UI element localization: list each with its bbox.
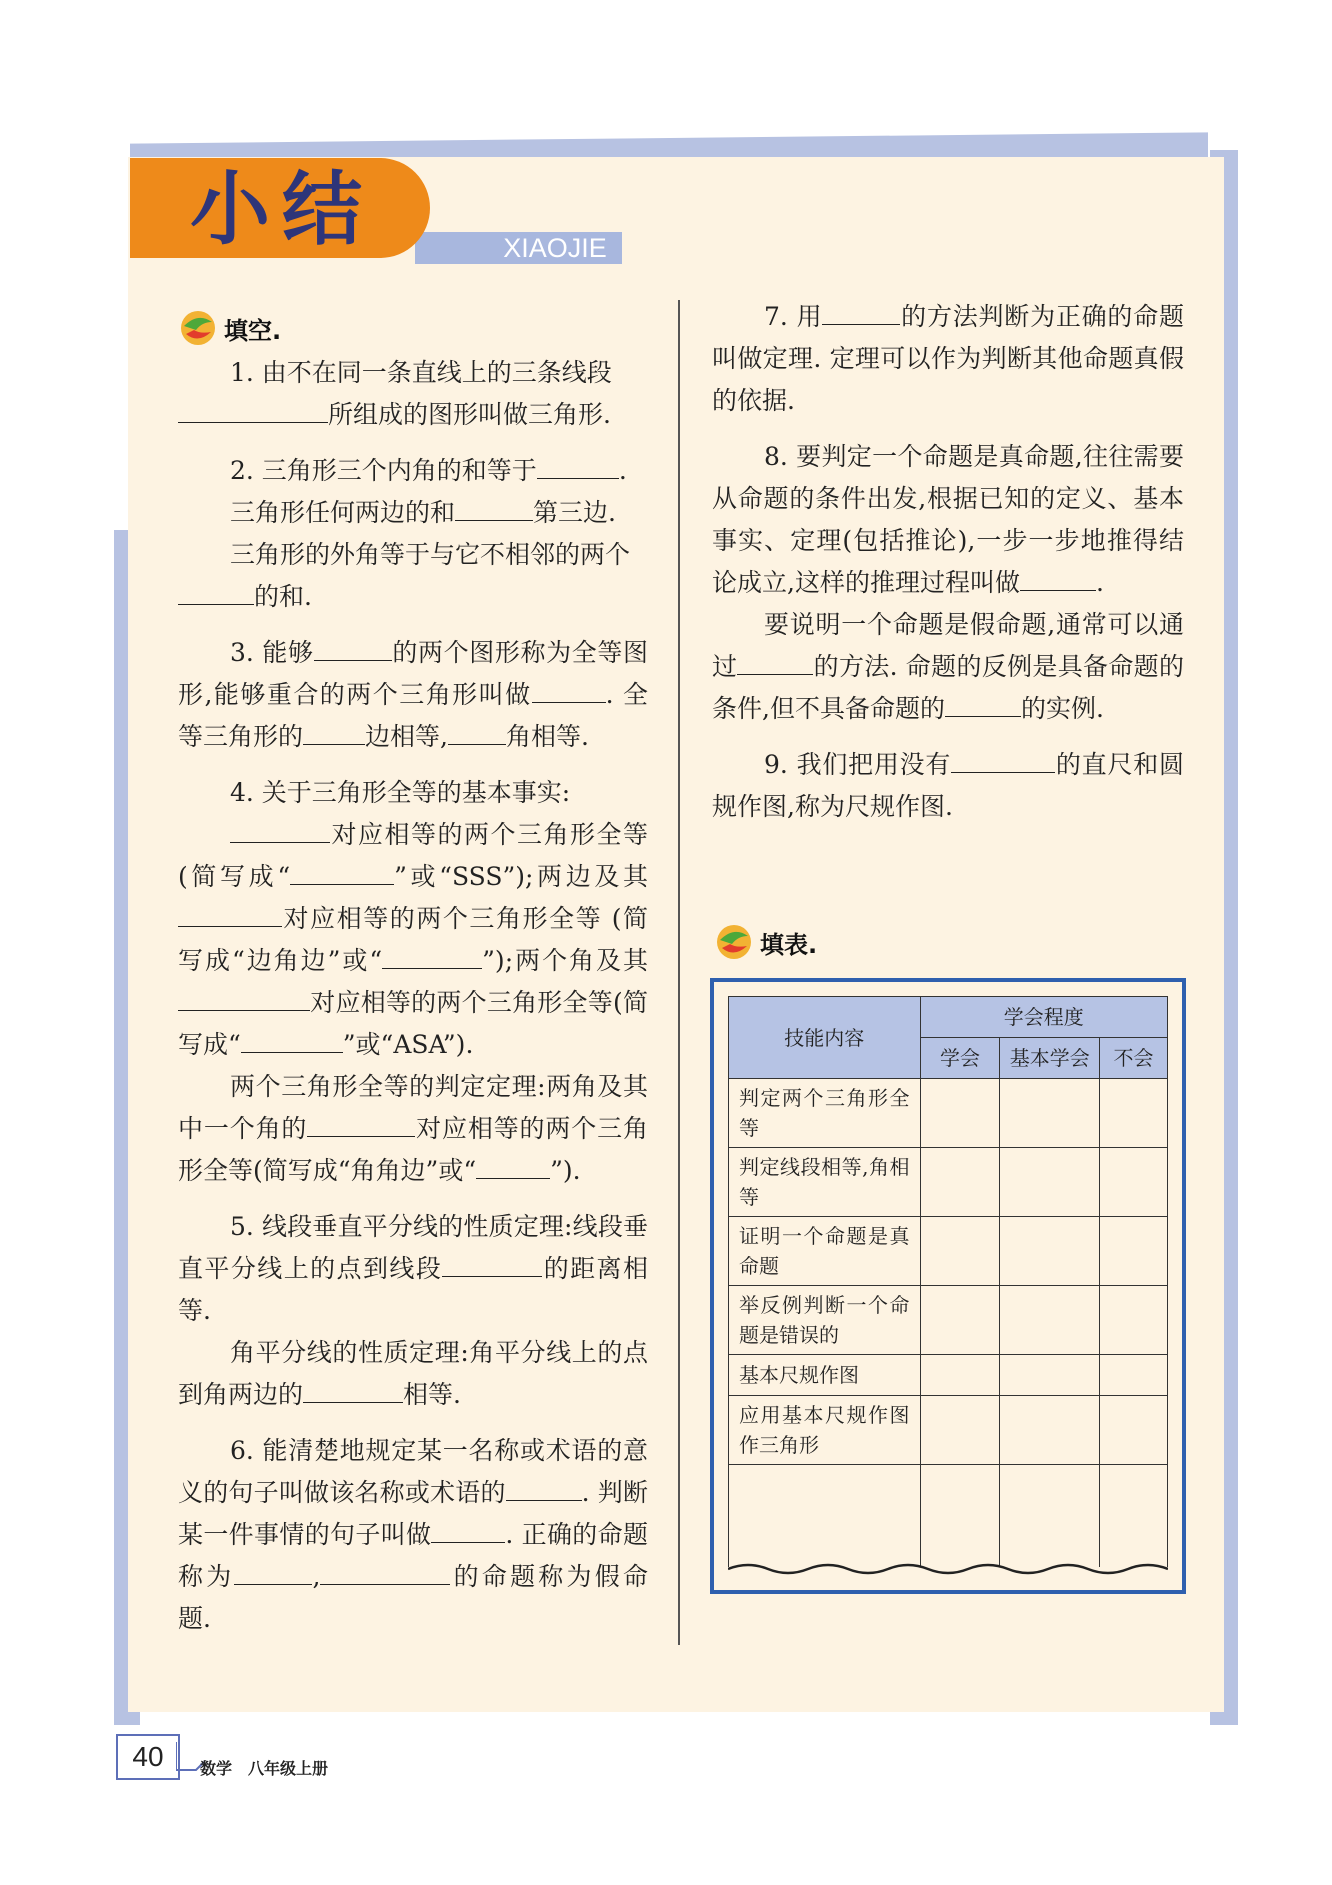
blank: [178, 982, 310, 1011]
fill-blank-label: 填空.: [224, 316, 282, 345]
check-cell[interactable]: [1000, 1286, 1100, 1355]
blank: [532, 674, 606, 703]
empty-cell[interactable]: [729, 1465, 921, 1568]
item-8-text-a: 8. 要判定一个命题是真命题,往往需要从命题的条件出发,根据已知的定义、基本事实、定理(包括推论),一步一步地推得结论成立,这样的推理过程叫做: [712, 442, 1184, 597]
item-8-text-b: 要说明一个命题是假命题,通常可以通过: [712, 610, 1184, 681]
blank: [241, 1024, 343, 1053]
blank: [476, 1150, 550, 1179]
check-cell[interactable]: [920, 1217, 1000, 1286]
blank: [431, 1514, 505, 1543]
skill-cell: 应用基本尺规作图作三角形: [729, 1396, 921, 1465]
table-row: [729, 1217, 1168, 1286]
item-7-text-a: 7. 用: [764, 302, 823, 331]
section-icon: [714, 922, 754, 962]
table-row: [729, 1286, 1168, 1355]
item-2-text-e: 的和.: [254, 582, 312, 611]
skill-cell: 判定两个三角形全等: [729, 1079, 921, 1148]
skill-cell: 证明一个命题是真命题: [729, 1217, 921, 1286]
blank: [178, 576, 254, 605]
item-4-text-d: 对应相等的两个三角形全等 (简写成“边角边”或“: [178, 904, 648, 975]
item-3-text-a: 3. 能够: [230, 638, 314, 667]
torn-edge: [728, 1559, 1168, 1581]
header-level: 学会程度: [920, 997, 1167, 1038]
blank: [382, 940, 482, 969]
empty-cell[interactable]: [1000, 1465, 1100, 1568]
check-cell[interactable]: [1100, 1286, 1168, 1355]
skill-cell: 基本尺规作图: [729, 1355, 921, 1396]
item-3: 3. 能够 的两个图形称为全等图形,能够重合的两个三角形叫做 . 全等三角形的 边相等, 角相等.: [178, 632, 648, 758]
item-4-text-h: 两个三角形全等的判定定理:两角及其中一个角的: [178, 1072, 648, 1143]
header-basic: 基本学会: [1000, 1038, 1100, 1079]
item-3-text-b: 的两个图形称为全等图形,能够重合的两个三角形叫做: [178, 638, 648, 709]
item-4-text-b: 对应相等的两个三角形全等(简写成“: [178, 820, 648, 891]
section-icon: [178, 308, 218, 348]
check-cell[interactable]: [920, 1286, 1000, 1355]
blank: [303, 1374, 403, 1403]
right-column: [712, 296, 1184, 842]
item-9: [712, 744, 1184, 828]
page-subtitle: XIAOJIE: [488, 232, 622, 264]
check-cell[interactable]: [1000, 1079, 1100, 1148]
blank: [737, 646, 813, 675]
item-7-text-b: 的方法判断为正确的命题叫做定理. 定理可以作为判断其他命题真假的依据.: [712, 302, 1184, 415]
check-cell[interactable]: [1100, 1079, 1168, 1148]
blank: [178, 898, 282, 927]
item-1: [178, 352, 648, 436]
item-5: [178, 1206, 648, 1416]
column-divider: [678, 300, 680, 1645]
blank: [234, 1556, 312, 1585]
blank: [537, 450, 619, 479]
blank: [290, 856, 394, 885]
skills-table-frame: [710, 978, 1186, 1594]
item-2: 2. 三角形三个内角的和等于 . 三角形任何两边的和 第三边. 三角形的外角等于与它不相邻的两个 的和.: [178, 450, 648, 618]
empty-cell[interactable]: [1100, 1465, 1168, 1568]
item-8-text-d: 的实例.: [1020, 694, 1104, 723]
item-5-text-c: 角平分线的性质定理:角平分线上的点到角两边的: [178, 1338, 648, 1409]
check-cell[interactable]: [1000, 1217, 1100, 1286]
check-cell[interactable]: [1000, 1396, 1100, 1465]
check-cell[interactable]: [920, 1148, 1000, 1217]
item-3-text-c: 全等三角形的: [178, 680, 648, 751]
item-5-text-b: 的距离相等.: [178, 1254, 648, 1325]
check-cell[interactable]: [920, 1355, 1000, 1396]
left-column: [178, 352, 648, 1654]
item-1-text-a: 1. 由不在同一条直线上的三条线段: [230, 358, 612, 387]
item-7: [712, 296, 1184, 422]
item-6-text-a: 6. 能清楚地规定某一名称或术语的意义的句子叫做该名称或术语的: [178, 1436, 648, 1507]
item-4-text-e: ”);两个角及其: [482, 946, 648, 975]
check-cell[interactable]: [920, 1396, 1000, 1465]
blank: [320, 1556, 450, 1585]
blank: [1020, 562, 1096, 591]
header-learned: 学会: [920, 1038, 1000, 1079]
item-2-text-c: 第三边.: [533, 498, 616, 527]
check-cell[interactable]: [1000, 1355, 1100, 1396]
blank: [951, 744, 1055, 773]
item-4-text-g: ”或“ASA”).: [342, 1030, 474, 1059]
header-not: 不会: [1100, 1038, 1168, 1079]
item-3-text-e: 角相等.: [505, 722, 589, 751]
title-band: [415, 232, 495, 264]
table-row: [729, 1079, 1168, 1148]
blank: [307, 1108, 415, 1137]
blank: [822, 296, 900, 325]
item-5-text-a: 5. 线段垂直平分线的性质定理:线段垂直平分线上的点到线段: [178, 1212, 648, 1283]
fill-blank-heading: [178, 308, 281, 348]
item-4-text-j: ”).: [550, 1156, 581, 1185]
table-row: [729, 1355, 1168, 1396]
header-skill: 技能内容: [729, 997, 921, 1079]
blank: [178, 394, 328, 423]
item-4-text-a: 4. 关于三角形全等的基本事实:: [230, 778, 571, 807]
check-cell[interactable]: [1000, 1148, 1100, 1217]
book-title: 数学 八年级上册: [200, 1759, 329, 1778]
skills-table: [728, 996, 1168, 1567]
item-2-text-a: 2. 三角形三个内角的和等于: [230, 456, 537, 485]
skill-cell: 举反例判断一个命题是错误的: [729, 1286, 921, 1355]
check-cell[interactable]: [1100, 1355, 1168, 1396]
check-cell[interactable]: [1100, 1148, 1168, 1217]
item-6-text-b: 判断某一件事情的句子叫做: [178, 1478, 648, 1549]
item-6: 6. 能清楚地规定某一名称或术语的意义的句子叫做该名称或术语的 . 判断某一件事情的句子叫做 . 正确的命题称为 , 的命题称为假命题.: [178, 1436, 648, 1633]
item-4-text-f: 对应相等的两个三角形全等(简写成“: [178, 988, 648, 1059]
blank: [506, 1472, 582, 1501]
page-title: 小结: [190, 163, 374, 256]
item-5-text-d: 相等.: [403, 1380, 461, 1409]
empty-cell[interactable]: [920, 1465, 1000, 1568]
item-9-text-b: 的直尺和圆规作图,称为尺规作图.: [712, 750, 1184, 821]
skill-cell: 判定线段相等,角相等: [729, 1148, 921, 1217]
item-6-text-c: . 正确的命题称为: [178, 1520, 648, 1591]
table-row: [729, 1148, 1168, 1217]
fill-table-label: 填表.: [760, 930, 818, 959]
blank: [314, 632, 392, 661]
item-3-text-d: 边相等,: [365, 722, 448, 751]
blank: [945, 688, 1021, 717]
blank: [442, 1248, 542, 1277]
check-cell[interactable]: [1100, 1217, 1168, 1286]
blank: [448, 716, 506, 745]
item-8-text-c: 的方法. 命题的反例是具备命题的条件,但不具备命题的: [712, 652, 1184, 723]
item-9-text-a: 9. 我们把用没有: [764, 750, 952, 779]
blank: [230, 814, 330, 843]
check-cell[interactable]: [920, 1079, 1000, 1148]
check-cell[interactable]: [1100, 1396, 1168, 1465]
item-2-text-d: 三角形的外角等于与它不相邻的两个: [230, 540, 631, 569]
blank: [303, 716, 365, 745]
fill-table-heading: [714, 922, 817, 962]
item-6-text-d: 的命题称为假命题.: [178, 1562, 648, 1633]
page-number: 40: [116, 1734, 180, 1780]
item-4-text-c: ”或“SSS”);两边及其: [394, 862, 648, 891]
item-2-text-b: 三角形任何两边的和: [230, 498, 456, 527]
table-row: [729, 1396, 1168, 1465]
table-row-empty: [729, 1465, 1168, 1568]
item-4-text-i: 对应相等的两个三角形全等(简写成“角角边”或“: [178, 1114, 648, 1185]
item-4: [178, 772, 648, 1192]
item-8: 8. 要判定一个命题是真命题,往往需要从命题的条件出发,根据已知的定义、基本事实、定理(包括推论),一步一步地推得结论成立,这样的推理过程叫做 . 要说明一个命题是假命题,通常可以通过 的方法. 命题的反例是具备命题的条件,但不具备命题的 的实例.: [712, 442, 1184, 723]
blank: [455, 492, 533, 521]
item-1-text-b: 所组成的图形叫做三角形.: [328, 400, 611, 429]
